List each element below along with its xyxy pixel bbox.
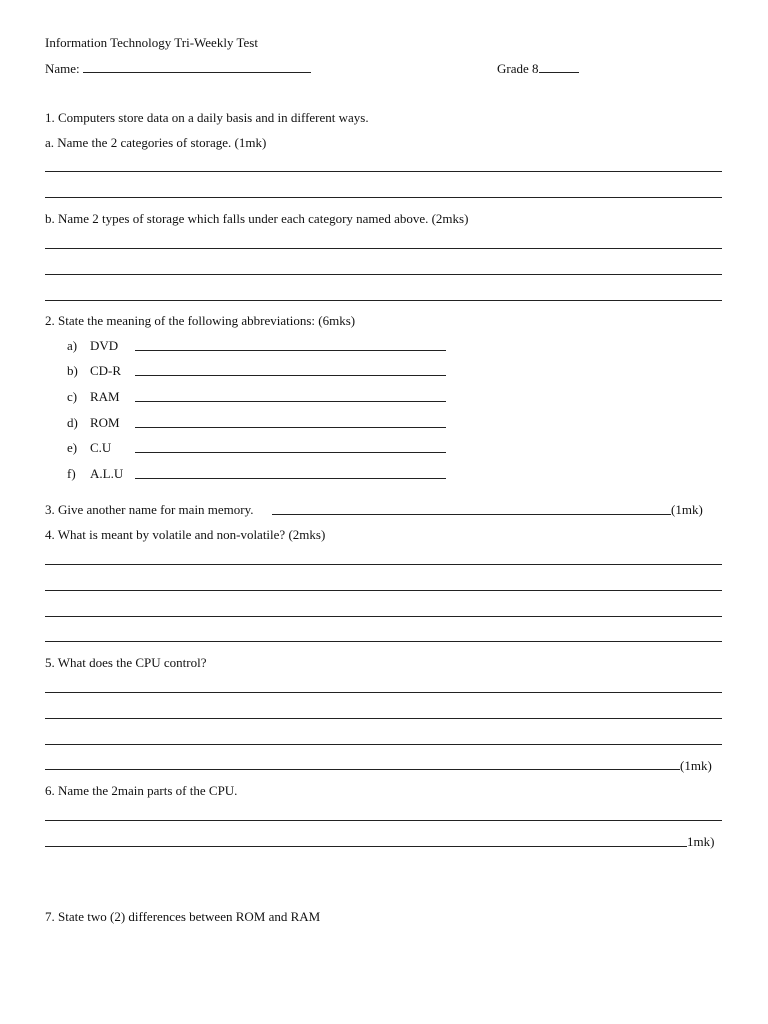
answer-line	[45, 197, 722, 198]
question-1: 1. Computers store data on a daily basis and in different ways.	[45, 110, 369, 125]
abbr-letter: b)	[67, 363, 78, 378]
grade-label: Grade 8	[497, 61, 539, 76]
answer-line	[45, 564, 722, 565]
question-2: 2. State the meaning of the following abbreviations: (6mks)	[45, 313, 356, 328]
abbr-answer-line	[135, 350, 446, 351]
answer-line	[45, 274, 722, 275]
question-5-marks: (1mk)	[680, 758, 712, 773]
answer-line	[272, 514, 671, 515]
answer-line	[45, 744, 722, 745]
name-field	[45, 61, 311, 76]
abbr-answer-line	[135, 427, 446, 428]
abbr-answer-line	[135, 375, 446, 376]
answer-line	[45, 171, 722, 172]
test-title: Information Technology Tri-Weekly Test	[45, 35, 258, 50]
grade-field	[497, 61, 579, 76]
abbr-answer-line	[135, 452, 446, 453]
question-5: 5. What does the CPU control?	[45, 655, 207, 670]
abbr-term: A.L.U	[90, 466, 124, 481]
grade-blank	[539, 61, 579, 73]
answer-line	[45, 820, 722, 821]
answer-line	[45, 616, 722, 617]
answer-line	[45, 590, 722, 591]
question-1a: a. Name the 2 categories of storage. (1mk)	[45, 135, 267, 150]
answer-line	[45, 718, 722, 719]
answer-line	[45, 248, 722, 249]
answer-line	[45, 769, 680, 770]
abbr-letter: d)	[67, 415, 78, 430]
question-6: 6. Name the 2main parts of the CPU.	[45, 783, 238, 798]
question-3: 3. Give another name for main memory.	[45, 502, 254, 517]
question-6-marks: 1mk)	[687, 834, 715, 849]
question-1b: b. Name 2 types of storage which falls under each category named above. (2mks)	[45, 211, 469, 226]
abbr-letter: c)	[67, 389, 78, 404]
abbr-term: C.U	[90, 440, 112, 455]
question-3-marks: (1mk)	[671, 502, 703, 517]
abbr-letter: a)	[67, 338, 78, 353]
abbr-term: RAM	[90, 389, 120, 404]
abbr-term: DVD	[90, 338, 119, 353]
abbr-letter: f)	[67, 466, 76, 481]
abbr-letter: e)	[67, 440, 78, 455]
question-7: 7. State two (2) differences between ROM and RAM	[45, 909, 321, 924]
answer-line	[45, 641, 722, 642]
abbr-term: CD-R	[90, 363, 122, 378]
abbr-answer-line	[135, 401, 446, 402]
question-4: 4. What is meant by volatile and non-volatile? (2mks)	[45, 527, 326, 542]
abbr-answer-line	[135, 478, 446, 479]
answer-line	[45, 692, 722, 693]
name-label: Name:	[45, 61, 80, 76]
answer-line	[45, 846, 687, 847]
name-blank	[83, 61, 311, 73]
answer-line	[45, 300, 722, 301]
abbr-term: ROM	[90, 415, 120, 430]
